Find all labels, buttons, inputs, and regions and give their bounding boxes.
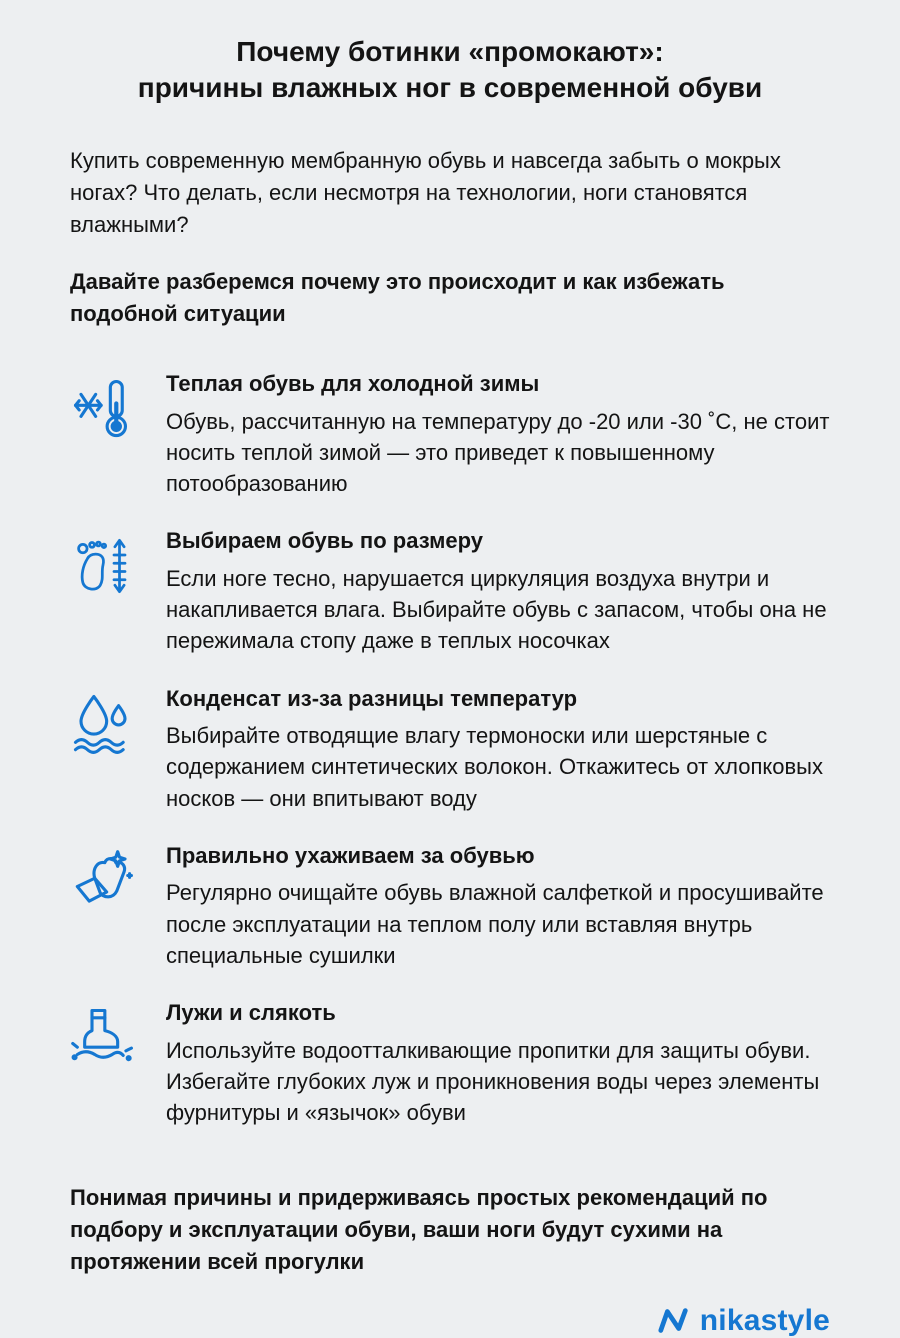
- page-title-line1: Почему ботинки «промокают»:: [236, 36, 664, 67]
- section-condensation: [70, 685, 830, 814]
- section-title: Теплая обувь для холодной зимы: [166, 371, 540, 397]
- section-title: Правильно ухаживаем за обувью: [166, 842, 535, 868]
- section-title: Выбираем обувь по размеру: [166, 528, 483, 554]
- intro-paragraph: Купить современную мембранную обувь и навсегда забыть о мокрых ногах? Что делать, если несмотря на технологии, ноги становятся влажными?: [70, 147, 781, 237]
- section-text: Выбирайте отводящие влагу термоноски или шерстяные с содержанием синтетических волокон. Откажитесь от хлопковых носков — они впитывают воду: [166, 723, 823, 811]
- section-puddles: [70, 999, 830, 1128]
- cleaning-hand-icon: [70, 846, 136, 916]
- foot-measure-icon: [70, 531, 136, 601]
- section-shoe-care: [70, 842, 830, 971]
- sections-list: [70, 370, 830, 1156]
- footer: [70, 1304, 830, 1338]
- brand-logo-icon: [657, 1306, 691, 1336]
- brand-logo-text: nikastyle: [699, 1303, 830, 1337]
- section-text: Обувь, рассчитанную на температуру до -20 или -30 ˚С, не стоит носить теплой зимой — это приведет к повышенному потообразованию: [166, 408, 830, 497]
- section-body: [166, 999, 830, 1128]
- lead-paragraph: Давайте разберемся почему это происходит и как избежать подобной ситуации: [70, 269, 725, 327]
- section-body: [166, 685, 830, 814]
- outro-paragraph: Понимая причины и придерживаясь простых рекомендаций по подбору и эксплуатации обуви, ваши ноги будут сухими на протяжении всей прогулки: [70, 1185, 768, 1275]
- boot-puddle-icon: [70, 1003, 136, 1073]
- section-text: Если ноге тесно, нарушается циркуляция воздуха внутри и накапливается влага. Выбирайте обувь с запасом, чтобы она не пережимала стопу даже в теплых носочках: [166, 565, 827, 654]
- page-title-line2: причины влажных ног в современной обуви: [137, 72, 763, 104]
- brand-logo: [657, 1304, 830, 1338]
- section-body: [166, 370, 830, 499]
- section-body: [166, 842, 830, 971]
- section-text: Используйте водоотталкивающие пропитки для защиты обуви. Избегайте глубоких луж и проникновения воды через элементы фурнитуры и «язычок» обуви: [166, 1037, 820, 1126]
- section-title: Конденсат из-за разницы температур: [166, 685, 578, 711]
- section-title: Лужи и слякоть: [166, 1000, 336, 1026]
- section-body: [166, 527, 830, 656]
- snowflake-thermometer-icon: [70, 374, 136, 444]
- page-title: [70, 34, 830, 107]
- water-drops-icon: [70, 689, 136, 759]
- section-warm-boots: [70, 370, 830, 499]
- section-shoe-size: [70, 527, 830, 656]
- section-text: Регулярно очищайте обувь влажной салфеткой и просушивайте после эксплуатации на теплом полу или вставляя внутрь специальные сушилки: [166, 880, 824, 968]
